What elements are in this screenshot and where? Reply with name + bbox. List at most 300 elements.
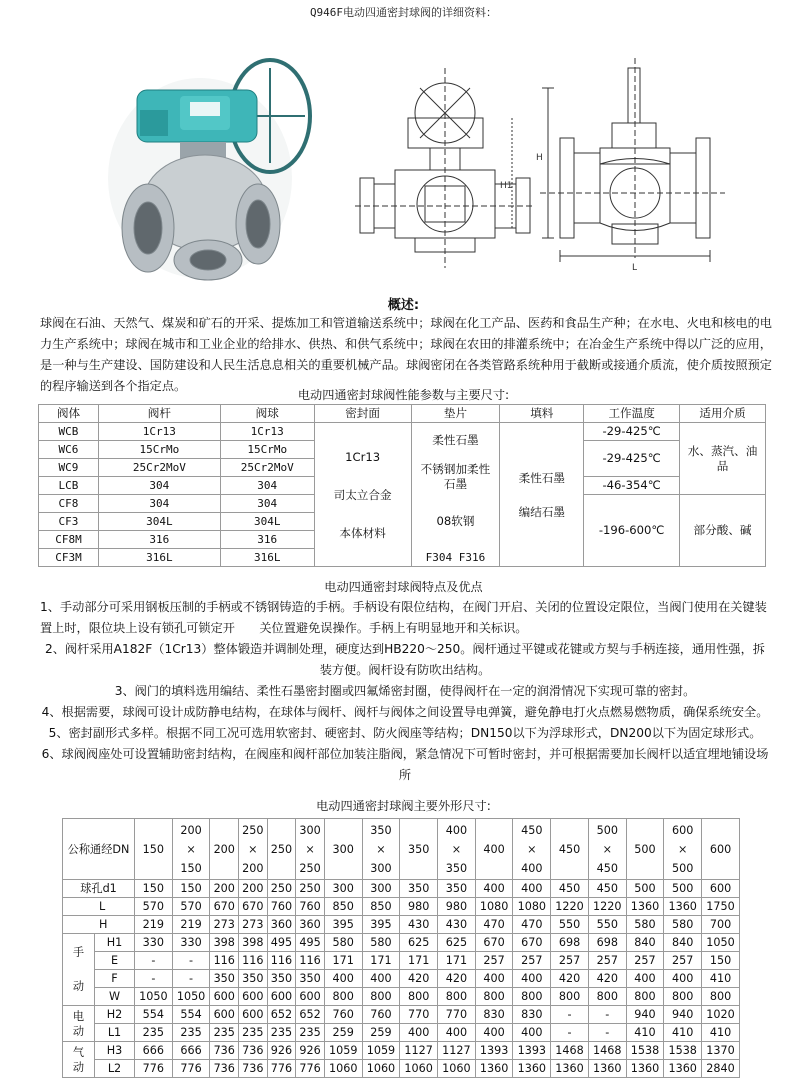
value-cell: 1020: [702, 1006, 740, 1024]
dims-table-title: 电动四通密封球阀主要外形尺寸:: [316, 799, 491, 813]
value-cell: 400: [362, 970, 400, 988]
feature-item: 2、阀杆采用A182F（1Cr13）整体锻造并调制处理，硬度达到HB220～250。阀杆通过平键或花键或方契与手柄连接，通用性强，拆装方便。阀杆设有防吹出结构。: [44, 642, 765, 677]
value-cell: 116: [296, 952, 325, 970]
dn-header-part: 500: [672, 861, 694, 875]
value-cell: 420: [588, 970, 626, 988]
value-cell: 400: [513, 1024, 551, 1042]
value-cell: 257: [475, 952, 513, 970]
value-cell: 410: [626, 1024, 664, 1042]
value-cell: 430: [438, 916, 476, 934]
value-cell: 450: [588, 880, 626, 898]
seal-value: 1Cr13: [345, 449, 381, 464]
value-cell: 670: [210, 898, 239, 916]
value-cell: -: [588, 1024, 626, 1042]
value-cell: 250: [296, 880, 325, 898]
value-cell: -: [588, 1006, 626, 1024]
dn-header-part: 400: [445, 823, 468, 837]
temp-cell: -29-425℃: [584, 423, 680, 441]
drawing-label-H: H: [536, 153, 543, 163]
value-cell: 800: [626, 988, 664, 1006]
packing-value: 编结石墨: [518, 504, 565, 519]
dn-header-part: ×: [451, 842, 462, 856]
dn-header-part: 200: [180, 823, 202, 837]
value-cell: 300: [362, 880, 400, 898]
value-cell: 776: [296, 1060, 325, 1078]
value-cell: 800: [400, 988, 438, 1006]
value-cell: 400: [324, 970, 362, 988]
value-cell: 1360: [588, 1060, 626, 1078]
value-cell: 1360: [626, 1060, 664, 1078]
dn-header-part: 250: [242, 823, 264, 837]
table-row: [63, 1024, 740, 1042]
dn-header-part: 150: [142, 842, 165, 856]
body-cell: CF3M: [39, 549, 99, 567]
temp-cell: -29-425℃: [584, 441, 680, 477]
media-cell: 水、蒸汽、油品: [680, 423, 766, 495]
value-cell: 776: [135, 1060, 173, 1078]
value-cell: 625: [400, 934, 438, 952]
stem-cell: 304: [98, 495, 220, 513]
value-cell: 420: [438, 970, 476, 988]
body-cell: CF8M: [39, 531, 99, 549]
value-cell: 1360: [551, 1060, 589, 1078]
dn-header-part: 600: [672, 823, 694, 837]
dn-header-cell: [513, 819, 551, 880]
value-cell: 1538: [626, 1042, 664, 1060]
dn-header-part: 500: [596, 823, 618, 837]
media-cell: 部分酸、碱: [680, 495, 766, 567]
value-cell: 770: [400, 1006, 438, 1024]
value-cell: 398: [239, 934, 268, 952]
dn-header-part: 300: [332, 842, 354, 856]
value-cell: 1360: [513, 1060, 551, 1078]
dn-header-part: 250: [270, 842, 293, 856]
dn-header-part: 200: [242, 861, 264, 875]
dn-header-part: 350: [445, 861, 468, 875]
table-row: [63, 970, 740, 988]
gasket-cell: 不锈钢加柔性石墨: [411, 459, 500, 495]
value-cell: 1080: [475, 898, 513, 916]
value-cell: 1127: [438, 1042, 476, 1060]
value-cell: -: [135, 970, 173, 988]
dn-header-cell: [626, 819, 664, 880]
table-row: [63, 1042, 740, 1060]
value-cell: 1050: [135, 988, 173, 1006]
value-cell: 235: [210, 1024, 239, 1042]
body-cell: WCB: [39, 423, 99, 441]
value-cell: 257: [588, 952, 626, 970]
dn-header-cell: [324, 819, 362, 880]
value-cell: 800: [513, 988, 551, 1006]
value-cell: 1060: [438, 1060, 476, 1078]
table-row: [63, 988, 740, 1006]
dn-header-part: ×: [678, 842, 688, 856]
value-cell: 470: [513, 916, 551, 934]
value-cell: 760: [267, 898, 296, 916]
table-row: [63, 952, 740, 970]
row-label: E: [95, 952, 135, 970]
value-cell: 980: [438, 898, 476, 916]
value-cell: -: [172, 970, 210, 988]
dn-header-cell: [438, 819, 476, 880]
value-cell: 736: [210, 1060, 239, 1078]
value-cell: 116: [210, 952, 239, 970]
value-cell: 400: [513, 970, 551, 988]
table-row: [63, 916, 740, 934]
value-cell: 330: [135, 934, 173, 952]
value-cell: 257: [551, 952, 589, 970]
value-cell: 420: [551, 970, 589, 988]
value-cell: 171: [400, 952, 438, 970]
table-header-row: [63, 819, 740, 880]
value-cell: 1360: [626, 898, 664, 916]
stem-cell: 25Cr2MoV: [98, 459, 220, 477]
packing-value: 柔性石墨: [518, 470, 565, 485]
value-cell: 800: [588, 988, 626, 1006]
value-cell: 580: [324, 934, 362, 952]
row-label: L2: [95, 1060, 135, 1078]
dn-header-part: 500: [634, 842, 656, 856]
stem-cell: 304L: [98, 513, 220, 531]
seal-value: 本体材料: [339, 525, 386, 540]
value-cell: 400: [626, 970, 664, 988]
value-cell: -: [551, 1006, 589, 1024]
value-cell: 500: [626, 880, 664, 898]
value-cell: 830: [475, 1006, 513, 1024]
dn-header-cell: [551, 819, 589, 880]
body-cell: CF8: [39, 495, 99, 513]
value-cell: 600: [210, 988, 239, 1006]
value-cell: 1060: [400, 1060, 438, 1078]
dn-header-part: 150: [180, 861, 202, 875]
value-cell: 219: [172, 916, 210, 934]
feature-item: 5、密封副形式多样。根据不同工况可选用软密封、硬密封、防火阀座等结构；DN150以下为浮球形式，DN200以下为固定球形式。: [48, 726, 762, 740]
row-group-label: [63, 934, 95, 1006]
value-cell: 800: [475, 988, 513, 1006]
value-cell: 850: [362, 898, 400, 916]
value-cell: 1538: [664, 1042, 702, 1060]
row-label: 球孔d1: [63, 880, 135, 898]
dn-header-part: 450: [521, 823, 543, 837]
dn-header-part: ×: [305, 842, 315, 856]
value-cell: 1468: [588, 1042, 626, 1060]
figures-area: [0, 28, 807, 290]
dn-header-cell: [362, 819, 400, 880]
value-cell: 1127: [400, 1042, 438, 1060]
value-cell: 580: [664, 916, 702, 934]
value-cell: 150: [702, 952, 740, 970]
feature-item: 6、球阀阀座处可设置辅助密封结构，在阀座和阀杆部位加装注脂阀，紧急情况下可暂时密封，并可根据需要加长阀杆以适宜埋地铺设场所: [41, 747, 769, 782]
header-cell: 密封面: [314, 405, 411, 423]
overview-heading: 概述:: [387, 298, 420, 313]
drawing-label-H1: H1: [500, 181, 513, 191]
overview-text: 球阀在石油、天然气、煤炭和矿石的开采、提炼加工和管道输送系统中；球阀在化工产品、医药和食品生产种；在水电、火电和核电的电力生产系统中；球阀在城市和工业企业的给排水、供热、和供气系统中；球阀在农田的排灌系统中；在冶金生产系统中得以广泛的应用，是一种与生产建设、国防建设和人民生活息息相关的重要机械产品。球阀密闭在各类管路系统种用于截断或接通介质流，使介质按照预定的程序输送到各个指定点。: [40, 316, 772, 393]
table-row: [63, 880, 740, 898]
value-cell: 430: [400, 916, 438, 934]
dn-header-part: 450: [558, 842, 581, 856]
feature-item: 3、阀门的填料选用编结、柔性石墨密封圈或四氟烯密封圈，使得阀杆在一定的润滑情况下实现可靠的密封。: [114, 684, 696, 698]
dn-header-part: ×: [248, 842, 258, 856]
value-cell: -: [135, 952, 173, 970]
value-cell: 350: [239, 970, 268, 988]
row-group-label: [63, 1006, 95, 1042]
header-cell: 阀杆: [98, 405, 220, 423]
valve-photo: [108, 60, 310, 280]
value-cell: 350: [267, 970, 296, 988]
dn-header-label: 公称通经DN: [63, 819, 135, 880]
value-cell: 800: [438, 988, 476, 1006]
value-cell: 235: [135, 1024, 173, 1042]
value-cell: 400: [475, 970, 513, 988]
value-cell: 300: [324, 880, 362, 898]
value-cell: 580: [362, 934, 400, 952]
value-cell: 800: [664, 988, 702, 1006]
value-cell: 760: [324, 1006, 362, 1024]
value-cell: 550: [588, 916, 626, 934]
value-cell: 410: [702, 1024, 740, 1042]
value-cell: 400: [513, 880, 551, 898]
dn-header-cell: [702, 819, 740, 880]
value-cell: 1059: [324, 1042, 362, 1060]
value-cell: 776: [172, 1060, 210, 1078]
value-cell: 666: [172, 1042, 210, 1060]
value-cell: 350: [400, 880, 438, 898]
value-cell: 395: [324, 916, 362, 934]
value-cell: 776: [267, 1060, 296, 1078]
value-cell: 600: [239, 1006, 268, 1024]
ball-cell: 304L: [220, 513, 314, 531]
value-cell: 1750: [702, 898, 740, 916]
body-cell: WC6: [39, 441, 99, 459]
value-cell: 800: [362, 988, 400, 1006]
group-char: 气: [72, 1045, 85, 1059]
gasket-cell: 08软钢: [411, 495, 500, 549]
value-cell: 736: [210, 1042, 239, 1060]
value-cell: 150: [172, 880, 210, 898]
value-cell: 625: [438, 934, 476, 952]
table-header-row: [39, 405, 766, 423]
features-title: 电动四通密封球阀特点及优点: [324, 580, 483, 594]
ball-cell: 25Cr2MoV: [220, 459, 314, 477]
value-cell: 400: [400, 1024, 438, 1042]
value-cell: 395: [362, 916, 400, 934]
body-cell: LCB: [39, 477, 99, 495]
dn-header-cell: [239, 819, 268, 880]
dn-header-cell: [296, 819, 325, 880]
table-row: [39, 423, 766, 441]
value-cell: 600: [210, 1006, 239, 1024]
value-cell: 495: [296, 934, 325, 952]
stem-cell: 316L: [98, 549, 220, 567]
value-cell: 400: [475, 880, 513, 898]
value-cell: 800: [324, 988, 362, 1006]
value-cell: 257: [513, 952, 551, 970]
row-group-label: [63, 1042, 95, 1078]
value-cell: 171: [438, 952, 476, 970]
dn-header-cell: [172, 819, 210, 880]
header-cell: 适用介质: [680, 405, 766, 423]
dn-header-cell: [135, 819, 173, 880]
dn-header-part: 250: [299, 861, 321, 875]
dn-header-part: 200: [213, 842, 235, 856]
value-cell: 257: [626, 952, 664, 970]
value-cell: 570: [135, 898, 173, 916]
value-cell: 940: [664, 1006, 702, 1024]
value-cell: 400: [664, 970, 702, 988]
value-cell: 116: [267, 952, 296, 970]
value-cell: 350: [210, 970, 239, 988]
value-cell: 398: [210, 934, 239, 952]
gasket-cell: 柔性石墨: [411, 423, 500, 459]
value-cell: 926: [267, 1042, 296, 1060]
value-cell: 840: [664, 934, 702, 952]
value-cell: 200: [239, 880, 268, 898]
value-cell: 550: [551, 916, 589, 934]
seal-value: 司太立合金: [333, 487, 392, 502]
value-cell: 554: [172, 1006, 210, 1024]
drawing-front-view: [540, 58, 725, 262]
table-row: [63, 934, 740, 952]
value-cell: 500: [664, 880, 702, 898]
table-row: [63, 1060, 740, 1078]
value-cell: 171: [362, 952, 400, 970]
group-char: 动: [72, 1024, 85, 1038]
value-cell: 980: [400, 898, 438, 916]
value-cell: 1468: [551, 1042, 589, 1060]
ball-cell: 316: [220, 531, 314, 549]
value-cell: 1393: [475, 1042, 513, 1060]
value-cell: 600: [296, 988, 325, 1006]
value-cell: 1060: [362, 1060, 400, 1078]
body-cell: CF3: [39, 513, 99, 531]
page-title: Q946F电动四通密封球阀的详细资料：: [309, 6, 498, 19]
temp-cell: -46-354℃: [584, 477, 680, 495]
value-cell: 600: [702, 880, 740, 898]
value-cell: 171: [324, 952, 362, 970]
ball-cell: 304: [220, 495, 314, 513]
row-label: H: [63, 916, 135, 934]
value-cell: 1080: [513, 898, 551, 916]
value-cell: 760: [296, 898, 325, 916]
dn-header-cell: [475, 819, 513, 880]
value-cell: 570: [172, 898, 210, 916]
dn-header-cell: [664, 819, 702, 880]
value-cell: 235: [239, 1024, 268, 1042]
drawing-side-view: [355, 68, 535, 268]
feature-item: 4、根据需要，球阀可设计成防静电结构，在球体与阀杆、阀杆与阀体之间设置导电弹簧，避免静电打火点燃易燃物质，确保系统安全。: [41, 705, 769, 719]
dn-header-part: ×: [527, 842, 537, 856]
gasket-cell: F304 F316: [411, 549, 500, 567]
dn-header-cell: [400, 819, 438, 880]
dn-header-part: 400: [483, 842, 505, 856]
ball-cell: 1Cr13: [220, 423, 314, 441]
value-cell: 652: [296, 1006, 325, 1024]
header-cell: 阀体: [39, 405, 99, 423]
value-cell: 800: [551, 988, 589, 1006]
row-label: H1: [95, 934, 135, 952]
value-cell: 235: [172, 1024, 210, 1042]
group-char: 动: [72, 1060, 85, 1074]
value-cell: 1050: [702, 934, 740, 952]
value-cell: 470: [475, 916, 513, 934]
value-cell: 1050: [172, 988, 210, 1006]
value-cell: 273: [239, 916, 268, 934]
value-cell: 666: [135, 1042, 173, 1060]
header-cell: 垫片: [411, 405, 500, 423]
value-cell: 760: [362, 1006, 400, 1024]
value-cell: 360: [296, 916, 325, 934]
header-cell: 填料: [500, 405, 584, 423]
value-cell: 400: [438, 1024, 476, 1042]
value-cell: 1220: [551, 898, 589, 916]
stem-cell: 15CrMo: [98, 441, 220, 459]
value-cell: 600: [267, 988, 296, 1006]
ball-cell: 15CrMo: [220, 441, 314, 459]
dn-header-part: 300: [370, 861, 392, 875]
value-cell: 259: [362, 1024, 400, 1042]
stem-cell: 304: [98, 477, 220, 495]
value-cell: 770: [438, 1006, 476, 1024]
dn-header-part: 400: [521, 861, 543, 875]
value-cell: 1360: [664, 1060, 702, 1078]
table-row: [63, 1006, 740, 1024]
dn-header-part: ×: [376, 842, 386, 856]
value-cell: 235: [296, 1024, 325, 1042]
value-cell: 400: [475, 1024, 513, 1042]
group-char: 动: [72, 979, 85, 993]
value-cell: 410: [664, 1024, 702, 1042]
header-cell: 阀球: [220, 405, 314, 423]
header-cell: 工作温度: [584, 405, 680, 423]
row-label: H2: [95, 1006, 135, 1024]
value-cell: 1393: [513, 1042, 551, 1060]
dn-header-cell: [588, 819, 626, 880]
value-cell: 1059: [362, 1042, 400, 1060]
value-cell: 257: [664, 952, 702, 970]
temp-cell: -196-600℃: [584, 495, 680, 567]
dn-header-part: 300: [299, 823, 321, 837]
stem-cell: 316: [98, 531, 220, 549]
group-char: 电: [72, 1009, 85, 1023]
dn-header-part: 450: [596, 861, 618, 875]
value-cell: 273: [210, 916, 239, 934]
value-cell: 150: [135, 880, 173, 898]
value-cell: 600: [239, 988, 268, 1006]
value-cell: 850: [324, 898, 362, 916]
ball-cell: 316L: [220, 549, 314, 567]
dn-header-part: 600: [709, 842, 732, 856]
row-label: L: [63, 898, 135, 916]
value-cell: 360: [267, 916, 296, 934]
value-cell: 259: [324, 1024, 362, 1042]
value-cell: 670: [513, 934, 551, 952]
ball-cell: 304: [220, 477, 314, 495]
value-cell: 554: [135, 1006, 173, 1024]
group-char: 手: [72, 945, 85, 959]
dn-header-part: 350: [370, 823, 392, 837]
dn-header-part: 350: [407, 842, 430, 856]
value-cell: 495: [267, 934, 296, 952]
value-cell: 1370: [702, 1042, 740, 1060]
packing-cell: [500, 423, 584, 567]
value-cell: 736: [239, 1060, 268, 1078]
value-cell: 736: [239, 1042, 268, 1060]
body-cell: WC9: [39, 459, 99, 477]
table-row: [63, 898, 740, 916]
value-cell: 116: [239, 952, 268, 970]
seal-cell: [314, 423, 411, 567]
value-cell: 840: [626, 934, 664, 952]
